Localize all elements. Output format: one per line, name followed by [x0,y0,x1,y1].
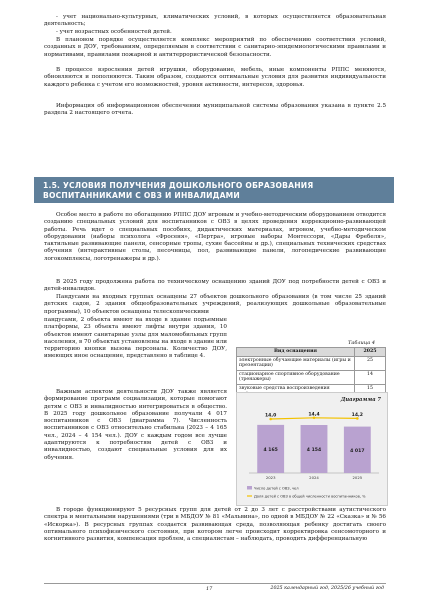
table-header-type: Вид оснащения [237,348,355,357]
chart-x-tick-label: 2024 [309,475,319,480]
table-cell-value: 14 [355,370,386,384]
footer-rule [44,583,386,584]
body-paragraph-2: В 2025 году продолжена работа по техническому оснащению зданий ДОУ под потребности детей с ОВЗ и детей-инвалидов. [44,279,386,293]
intro-paragraph-5: Информация об информационном обеспечении муниципальной системы образования указана в пункте 2.5 раздела 2 настоящего отчета. [44,103,386,117]
section-heading-line-2: ВОСПИТАННИКАМИ С ОВЗ И ИНВАЛИДАМИ [43,191,240,200]
table-cell-value: 25 [355,356,386,370]
section-heading-line-1: 1.5. УСЛОВИЯ ПОЛУЧЕНИЯ ДОШКОЛЬНОГО ОБРАЗОВАНИЯ [43,181,314,190]
table-cell-label: стационарное спортивное оборудование (тренажеры) [237,370,355,384]
table-row [237,356,386,370]
chart-line-label: 14,4 [308,412,320,418]
chart-legend-line: Доля детей с ОВЗ в общей численности воспитанников, % [254,494,366,499]
chart-x-tick-label: 2025 [352,475,363,480]
diagram-7-chart [236,392,388,506]
table-cell-value: 15 [355,384,386,398]
intro-paragraph-1: - учет национально-культурных, климатических условий, в которых осуществляется образовательная деятельность; [44,14,386,28]
body-paragraph-4: Важным аспектом деятельности ДОУ также является формирование программ социализации, которые помогают детям с ОВЗ и инвалидностью интегрироваться в общество. В 2025 году дошкольное образование получали 4 017 воспитанников с ОВЗ (диаграмма 7). Численность воспитанников с ОВЗ относительно стабильна (2023 – 4 165 чел., 2024 – 4 154 чел.). ДОУ с каждым годом все лучше адаптируются к потребностям детей с ОВЗ и инвалидностью, создают специальные условия для их обучения. [44,389,227,461]
intro-paragraph-2: - учет возрастных особенностей детей. [56,29,172,35]
chart-bar-label: 4 165 [263,447,278,453]
body-paragraph-3-continued: пандусами, 2 объекта имеют на входе в здание подъемные платформы, 23 объекта имеют лифты внутри здания, 10 объектов имеют санитарные узлы для маломобильных групп населения, в 70 объектах установлены на входе в здание или территорию кнопки вызова персонала. Количество ДОУ, имеющих иное оснащение, представлено в таблице 4. [44,317,227,360]
intro-paragraph-3: В плановом порядке осуществляется комплекс мероприятий по обеспечению соответствия условий, созданных в ДОУ, требованиям, определяемым в соответствии с санитарно-эпидемиологическими правилами и нормативами, правилами пожарной и антитеррористической безопасности. [44,37,386,58]
chart-svg [237,393,387,505]
chart-legend-swatch-bars [247,486,252,490]
body-paragraph-5: В городе функционируют 5 ресурсных групп для детей от 2 до 3 лет с расстройствами аутистического спектра и ментальными нарушениями (три в МБДОУ № 81 «Мальвина», по одной в МБДОУ № 22 «Сказка» и № 56 «Искорка»). В ресурсных группах создается развивающая среда, позволяющая ребенку достигать своего оптимального психофизического состояния, при котором легче происходит корректировка сенсомоторного и когнитивного развития, компенсация проблем, а специалистам – наблюдать, проводить дифференциальную [44,507,386,543]
table-cell-label: электронные обучающие материалы (игры и презентации) [237,356,355,370]
section-heading [34,177,394,203]
chart-bar-label: 4 017 [350,448,365,454]
body-paragraph-3: Пандусами на входных группах оснащены 27 объектов дошкольного образования (в том числе 25 зданий детских садов, 2 здания общеобразовательных учреждений, реализующих дошкольные образовательные программы), 10 объектов оснащены телескопическими [44,294,386,315]
chart-title: Диаграмма 7 [340,397,381,403]
chart-line-label: 14,2 [351,412,364,418]
chart-x-tick-label: 2023 [265,475,276,480]
body-paragraph-1: Особое место в работе по обогащению РППС ДОУ игровым и учебно-методическим оборудованием отводится созданию специальных условий для воспитанников с ОВЗ в целях проведения коррекционно-развивающей работы. Речь идет о специальных пособиях, дидактических материалах, игровом, учебно-методическом оборудовании (наборы психолога «Фросеня», «Пертра», игровые наборы Монтессори, «Дары Фребеля», тактильные развивающие панели, сенсорные тропы, сухие бассейны и др.), специальных технических средствах обучения (интерактивные столы, песочницы, пол, развивающие панели, логопедические развивающие логокомплексы, логотренажеры и др.). [44,212,386,262]
table-row [237,370,386,384]
table-header-year: 2025 [355,348,386,357]
table-cell-label: звуковые средства воспроизведения [237,384,355,398]
intro-paragraph-4: В процессе взросления детей игрушки, оборудование, мебель, иные компоненты РППС меняются, обновляются и пополняются. Таким образом, создаются оптимальные условия для развития индивидуальности каждого ребенка с учетом его возможностей, уровня активности, интересов, здоровья. [44,67,386,88]
table-header-row [237,348,386,357]
table-4-caption: Таблица 4 [348,340,376,346]
footer-year: 2025 календарный год, 2025/26 учебный год [270,586,384,591]
chart-bar-label: 4 154 [306,447,322,453]
chart-line-label: 14,0 [264,413,277,419]
page-number: 17 [206,586,213,592]
chart-legend-bars: Число детей с ОВЗ, чел [254,486,299,491]
